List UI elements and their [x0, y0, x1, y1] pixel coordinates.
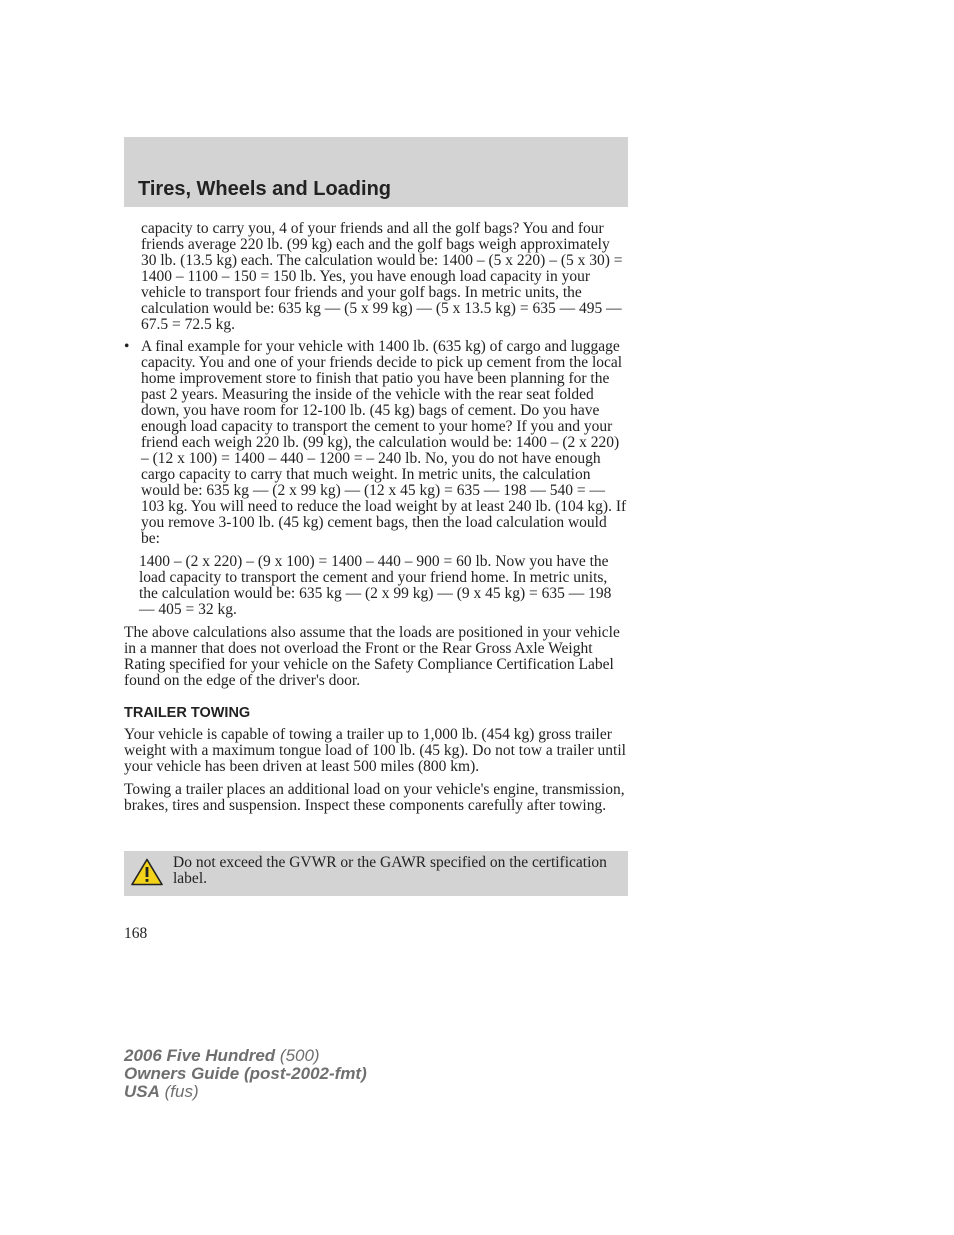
warning-triangle-icon — [131, 858, 163, 886]
page-number: 168 — [124, 925, 148, 942]
warning-box — [124, 851, 628, 896]
footer-line-3: USA (fus) — [124, 1082, 199, 1101]
section-heading: TRAILER TOWING — [124, 705, 251, 721]
assumption-paragraph: The above calculations also assume that the loads are positioned in your vehicle in a manner that does not overload the Front or the Rear Gross Axle Weight Rating specified for your vehicle on the Safety Compliance Certification Label found on the edge of the driver's door. — [124, 624, 620, 689]
calculation-paragraph: 1400 – (2 x 220) – (9 x 100) = 1400 – 440 – 900 = 60 lb. Now you have the load capacity to transport the cement and your friend home. In metric units, the calculation would be: 635 kg — (2 x 99 kg) — (9 x 45 kg) = 635 — 198 — 405 = 32 kg. — [139, 553, 612, 618]
towing-paragraph-1: Your vehicle is capable of towing a trailer up to 1,000 lb. (454 kg) gross trailer weight with a maximum tongue load of 100 lb. (45 kg). Do not tow a trailer until your vehicle has been driven at least 500 miles (800 km). — [124, 726, 626, 775]
continued-paragraph: capacity to carry you, 4 of your friends and all the golf bags? You and four friends average 220 lb. (99 kg) each and the golf bags weigh approximately 30 lb. (13.5 kg) each. The calculation would be: 1400 – (5 x 220) – (5 x 30) = 1400 – 1100 – 150 = 150 lb. Yes, you have enough load capacity in your vehicle to transport four friends and your golf bags. In metric units, the calculation would be: 635 kg — (5 x 99 kg) — (5 x 13.5 kg) = 635 — 495 — 67.5 = 72.5 kg. — [141, 220, 623, 333]
towing-paragraph-2: Towing a trailer places an additional load on your vehicle's engine, transmission, brakes, tires and suspension. Inspect these components carefully after towing. — [124, 781, 625, 814]
warning-text: Do not exceed the GVWR or the GAWR specified on the certification label. — [173, 854, 607, 887]
page-content — [124, 221, 628, 821]
footer-line-1: 2006 Five Hundred (500) — [124, 1046, 320, 1065]
footer — [124, 1047, 367, 1101]
section-header-band — [124, 137, 628, 207]
bullet-marker: • — [124, 338, 130, 355]
footer-line-2: Owners Guide (post-2002-fmt) — [124, 1064, 367, 1083]
list-item — [124, 339, 628, 547]
bullet-paragraph: A final example for your vehicle with 1400 lb. (635 kg) of cargo and luggage capacity. You and one of your friends decide to pick up cement from the local home improvement store to finish that patio you have been planning for the past 2 years. Measuring the inside of the vehicle with the rear seat folded down, you have room for 12-100 lb. (45 kg) bags of cement. Do you have enough load capacity to transport the cement to your home? If you and your friend each weigh 220 lb. (99 kg), the calculation would be: 1400 – (2 x 220) – (12 x 100) = 1400 – 440 – 1200 = – 240 lb. No, you do not have enough cargo capacity to carry that much weight. In metric units, the calculation would be: 635 kg — (2 x 99 kg) — (12 x 45 kg) = 635 — 198 — 540 = —103 kg. You will need to reduce the load weight by at least 240 lb. (104 kg). If you remove 3-100 lb. (45 kg) cement bags, then the load calculation would be: — [141, 338, 627, 547]
section-title: Tires, Wheels and Loading — [138, 178, 392, 200]
